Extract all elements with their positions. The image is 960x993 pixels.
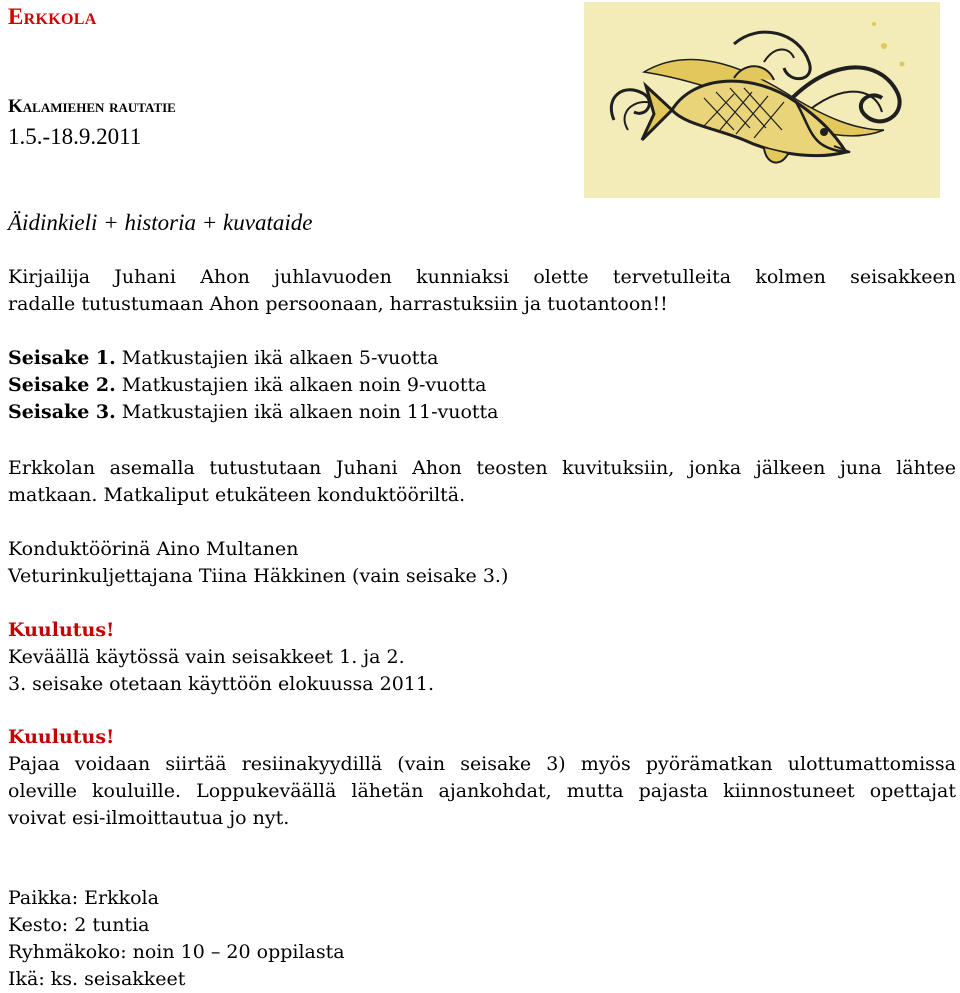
- station-line: Erkkolan asemalla tutustutaan Juhani Ahon teosten kuvituksiin, jonka jälkeen juna lähtee: [8, 457, 956, 479]
- stop-text: Matkustajien ikä alkaen 5-vuotta: [115, 347, 439, 369]
- stop-label: Seisake 3.: [8, 401, 116, 423]
- date-range: 1.5.-18.9.2011: [8, 124, 142, 149]
- intro-paragraph: [8, 264, 956, 318]
- detail-duration: Kesto: 2 tuntia: [8, 914, 150, 936]
- details-list: [8, 885, 956, 993]
- notice-line: 3. seisake otetaan käyttöön elokuussa 2011.: [8, 673, 435, 695]
- stop-item: [8, 345, 956, 372]
- notice-heading: Kuulutus!: [8, 726, 115, 748]
- fish-illustration-icon: [584, 2, 940, 198]
- stops-list: [8, 345, 956, 426]
- stop-label: Seisake 2.: [8, 374, 116, 396]
- station-line: matkaan. Matkaliput etukäteen konduktööriltä.: [8, 484, 466, 506]
- notice-2: [8, 724, 956, 832]
- notice-heading: Kuulutus!: [8, 619, 115, 641]
- subjects-line: Äidinkieli + historia + kuvataide: [8, 210, 313, 235]
- stop-item: [8, 399, 956, 426]
- notice-line: voivat esi-ilmoittautua jo nyt.: [8, 807, 290, 829]
- stop-text: Matkustajien ikä alkaen noin 11-vuotta: [115, 401, 499, 423]
- stop-item: [8, 372, 956, 399]
- intro-line: radalle tutustumaan Ahon persoonaan, harrastuksiin ja tuotantoon!!: [8, 293, 668, 315]
- station-paragraph: [8, 455, 956, 509]
- staff-line: Veturinkuljettajana Tiina Häkkinen (vain seisake 3.): [8, 565, 509, 587]
- notice-line: Pajaa voidaan siirtää resiinakyydillä (vain seisake 3) myös pyörämatkan ulottumattomissa: [8, 753, 956, 775]
- stop-label: Seisake 1.: [8, 347, 116, 369]
- fish-drawing: [584, 2, 940, 198]
- notice-line: Keväällä käytössä vain seisakkeet 1. ja 2.: [8, 646, 405, 668]
- intro-line: Kirjailija Juhani Ahon juhlavuoden kunniaksi olette tervetulleita kolmen seisakkeen: [8, 266, 956, 288]
- detail-group-size: Ryhmäkoko: noin 10 – 20 oppilasta: [8, 941, 345, 963]
- notice-1: [8, 617, 956, 698]
- page-title: Erkkola: [8, 4, 97, 29]
- staff-line: Konduktöörinä Aino Multanen: [8, 538, 299, 560]
- detail-place: Paikka: Erkkola: [8, 887, 159, 909]
- staff-paragraph: [8, 536, 956, 590]
- notice-line: oleville kouluille. Loppukeväällä lähetän ajankohdat, mutta pajasta kiinnostuneet opettajat: [8, 780, 956, 802]
- stop-text: Matkustajien ikä alkaen noin 9-vuotta: [115, 374, 487, 396]
- detail-age: Ikä: ks. seisakkeet: [8, 968, 186, 990]
- page-subtitle: Kalamiehen rautatie: [8, 96, 176, 117]
